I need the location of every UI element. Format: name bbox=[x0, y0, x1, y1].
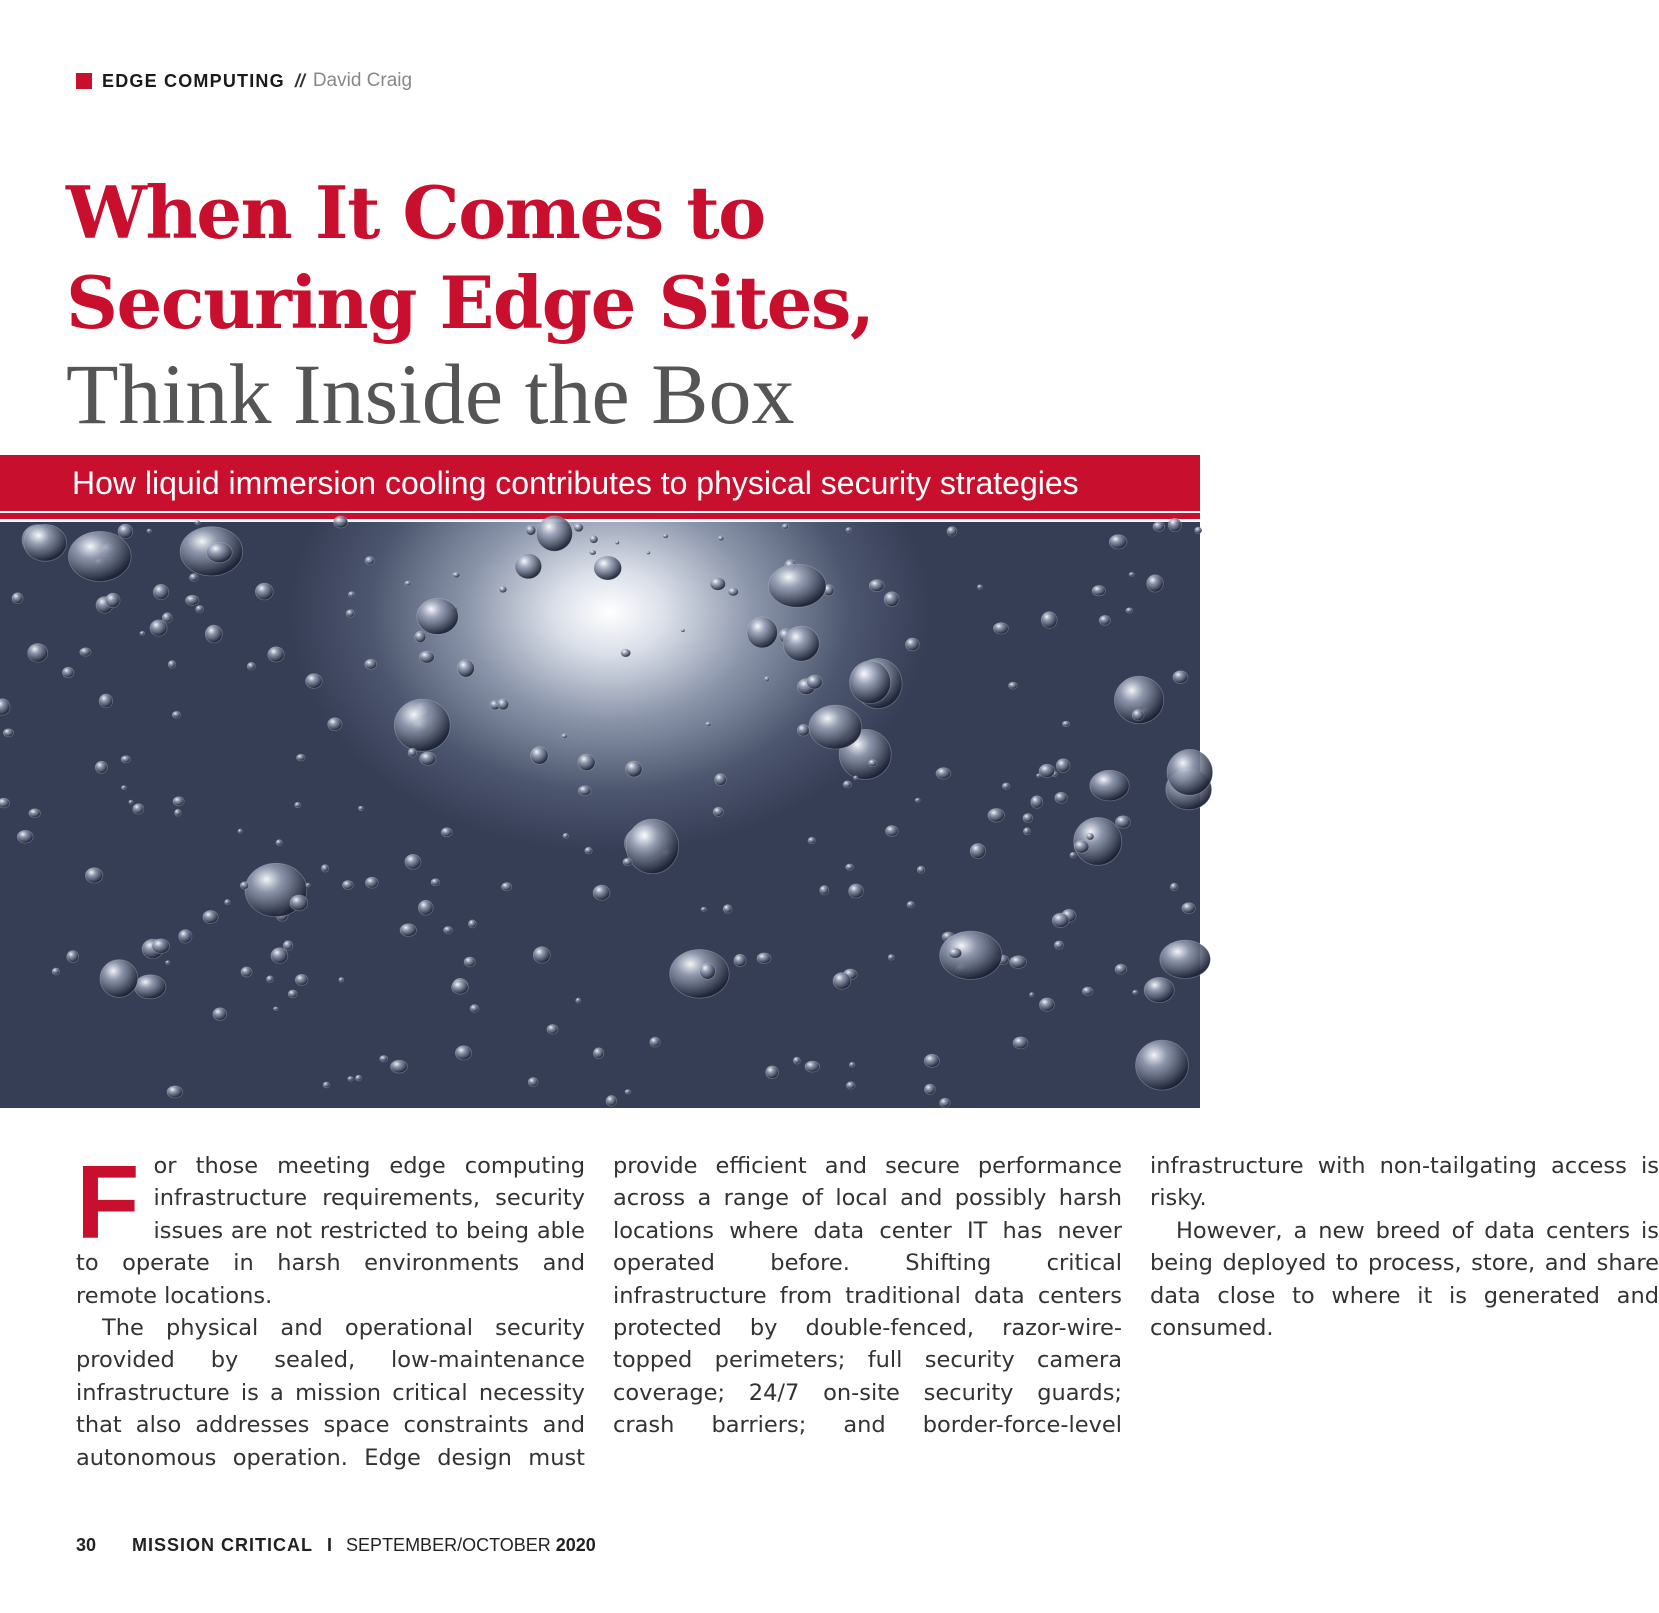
deck-rule bbox=[0, 511, 1200, 513]
bubble bbox=[405, 581, 411, 586]
bubble bbox=[723, 905, 732, 914]
bubble bbox=[290, 895, 308, 911]
bubble bbox=[765, 676, 770, 681]
footer-divider: I bbox=[327, 1535, 333, 1555]
bubble bbox=[706, 722, 711, 727]
drop-cap: F bbox=[76, 1145, 140, 1261]
bubble bbox=[1133, 990, 1138, 994]
issue-year: 2020 bbox=[555, 1535, 596, 1555]
deck-text: How liquid immersion cooling contributes to physical security strategies bbox=[72, 465, 1079, 501]
bubble bbox=[1173, 671, 1188, 684]
bubble bbox=[533, 947, 550, 963]
bubble bbox=[715, 774, 727, 786]
bubble bbox=[846, 864, 854, 870]
bubble bbox=[1013, 1037, 1028, 1049]
bubble bbox=[576, 998, 581, 1003]
bubble bbox=[457, 660, 474, 678]
bubble bbox=[267, 976, 274, 983]
bubble bbox=[358, 806, 363, 811]
bubble bbox=[205, 625, 222, 643]
bubble bbox=[268, 647, 284, 662]
bubble bbox=[1074, 840, 1089, 853]
bubble bbox=[240, 882, 248, 889]
bubble bbox=[106, 593, 120, 608]
red-square-icon bbox=[76, 73, 92, 89]
bubble bbox=[940, 1098, 951, 1107]
bubble bbox=[17, 830, 33, 843]
author-name: David Craig bbox=[312, 70, 413, 91]
bubble bbox=[190, 574, 199, 582]
bubble bbox=[306, 674, 323, 689]
bubble bbox=[168, 661, 176, 669]
bubble bbox=[415, 631, 426, 642]
bubble bbox=[915, 798, 920, 802]
bubble bbox=[1160, 940, 1211, 978]
bubble bbox=[207, 542, 233, 562]
bubble bbox=[295, 802, 301, 807]
bubble bbox=[846, 1082, 855, 1089]
bubble bbox=[167, 1086, 183, 1098]
headline-line-2: Securing Edge Sites, bbox=[66, 260, 874, 345]
bubble bbox=[470, 1005, 479, 1013]
bubble bbox=[444, 927, 453, 934]
bubble bbox=[203, 911, 218, 924]
bubble bbox=[133, 804, 144, 814]
bubble bbox=[1030, 993, 1034, 997]
bubble bbox=[681, 629, 685, 632]
bubble bbox=[1099, 615, 1110, 625]
bubble bbox=[1132, 709, 1144, 720]
bubble bbox=[162, 613, 172, 623]
bubble bbox=[3, 729, 13, 737]
bubble bbox=[1052, 913, 1069, 927]
bubble bbox=[621, 649, 631, 657]
bubble bbox=[924, 1054, 939, 1067]
bubble bbox=[85, 868, 102, 883]
bubble bbox=[700, 963, 716, 979]
bubble bbox=[468, 920, 476, 928]
bubble bbox=[1182, 903, 1195, 914]
bubble bbox=[515, 554, 542, 579]
bubble bbox=[153, 584, 168, 599]
bubble bbox=[0, 699, 10, 715]
page-footer bbox=[76, 1535, 596, 1556]
bubble bbox=[647, 551, 651, 554]
bubble bbox=[12, 593, 23, 604]
bubble bbox=[701, 907, 706, 911]
bubble bbox=[118, 524, 133, 538]
bubble bbox=[274, 1007, 279, 1011]
bubble bbox=[339, 978, 344, 983]
bubble bbox=[346, 610, 354, 618]
bubble bbox=[1086, 833, 1094, 840]
magazine-name: MISSION CRITICAL bbox=[132, 1535, 314, 1555]
bubble bbox=[728, 588, 739, 596]
bubble bbox=[783, 626, 819, 661]
bubble bbox=[615, 541, 619, 545]
bubble bbox=[172, 711, 181, 718]
bubble bbox=[713, 807, 723, 816]
bubble bbox=[670, 950, 729, 999]
bubble bbox=[213, 1008, 227, 1021]
bubble bbox=[186, 595, 199, 605]
bubble bbox=[241, 967, 252, 977]
bubble bbox=[1054, 941, 1063, 949]
bubble bbox=[297, 754, 306, 761]
paragraph-3: However, a new breed of data centers is being deployed to process, store, and share data close to where it is generated and consumed. bbox=[1150, 1217, 1659, 1342]
bubble bbox=[348, 592, 355, 598]
bubble bbox=[1023, 814, 1033, 823]
issue-month: SEPTEMBER/OCTOBER bbox=[346, 1535, 551, 1555]
bubble bbox=[1147, 575, 1164, 592]
deck-banner bbox=[0, 455, 1200, 519]
article-headline bbox=[66, 168, 1166, 442]
hero-image-bubbles bbox=[0, 522, 1200, 1108]
bubble bbox=[947, 527, 957, 537]
bubble bbox=[757, 953, 771, 964]
bubble bbox=[907, 901, 914, 907]
bubble bbox=[1153, 522, 1165, 532]
section-label: EDGE COMPUTING bbox=[102, 70, 285, 91]
bubble bbox=[1041, 612, 1057, 629]
bubble bbox=[356, 1075, 362, 1081]
bubble bbox=[1144, 977, 1174, 1002]
bubble bbox=[590, 550, 597, 555]
paragraph-1-text: or those meeting edge computing infrastructure requirements, security issues are not restricted to being able to operate in harsh environments and remote locations. bbox=[76, 1153, 585, 1309]
bubble bbox=[405, 854, 421, 869]
bubble bbox=[147, 529, 151, 533]
bubble bbox=[29, 809, 41, 818]
bubble bbox=[888, 955, 894, 961]
bubble bbox=[394, 699, 450, 751]
bubble bbox=[530, 747, 548, 765]
bubble bbox=[323, 1082, 329, 1088]
bubble bbox=[906, 638, 920, 651]
kicker-separator: // bbox=[294, 70, 305, 91]
bubble bbox=[195, 520, 200, 525]
bubble bbox=[807, 675, 822, 689]
bubble bbox=[623, 858, 632, 866]
bubble bbox=[626, 761, 643, 777]
bubble bbox=[1062, 721, 1069, 727]
bubble bbox=[52, 968, 59, 975]
bubble bbox=[271, 948, 288, 964]
bubble bbox=[502, 883, 512, 891]
bubble bbox=[574, 523, 583, 532]
bubble bbox=[175, 809, 182, 816]
bubble bbox=[499, 586, 507, 593]
bubble bbox=[854, 776, 858, 780]
bubble bbox=[1136, 1040, 1189, 1090]
bubble bbox=[590, 535, 598, 543]
bubble bbox=[196, 606, 204, 613]
bubble bbox=[793, 1057, 800, 1064]
bubble bbox=[1010, 956, 1027, 969]
bubble bbox=[334, 516, 348, 528]
bubble bbox=[993, 623, 1008, 634]
bubble bbox=[594, 556, 622, 580]
bubble bbox=[936, 768, 951, 779]
bubble bbox=[1082, 987, 1093, 995]
bubble bbox=[1037, 774, 1041, 777]
bubble bbox=[528, 1078, 538, 1087]
bubble bbox=[121, 786, 126, 790]
bubble bbox=[782, 524, 789, 529]
bubble bbox=[129, 800, 133, 804]
bubble bbox=[650, 1037, 660, 1047]
bubble bbox=[868, 760, 877, 767]
bubble bbox=[850, 661, 891, 704]
bubble bbox=[255, 583, 273, 600]
bubble bbox=[547, 1025, 558, 1035]
bubble bbox=[526, 525, 536, 535]
bubble bbox=[625, 1090, 631, 1094]
bubble bbox=[418, 900, 433, 915]
bubble bbox=[1195, 527, 1202, 534]
bubble bbox=[173, 797, 184, 806]
bubble bbox=[225, 900, 231, 905]
bubble bbox=[247, 662, 255, 670]
bubble bbox=[606, 1096, 616, 1107]
bubble bbox=[1116, 816, 1131, 828]
bubble bbox=[1109, 535, 1127, 549]
bubble bbox=[283, 941, 293, 951]
bubble bbox=[718, 536, 724, 541]
bubble bbox=[808, 837, 815, 843]
headline-line-3: Think Inside the Box bbox=[66, 346, 795, 442]
bubble bbox=[28, 644, 48, 663]
paragraph-2: The physical and operational security provided by sealed, low-maintenance infrastructure is a mission critical necessity that also addresses space constraints and autonomous operation. Edge design must provide efficient and secure performance across a range of local and possibly harsh locations where data center IT has never operated before. Shifting critical infrastructure from traditional data centers protected by double-fenced, razor-wire-topped perimeters; full security camera coverage; 24/7 on-site security guards; crash barriers; and border-force-level infrastructure with non-tailgating access is risky. bbox=[76, 1153, 1659, 1471]
bubble bbox=[431, 879, 440, 886]
bubble bbox=[849, 1062, 854, 1067]
bubble bbox=[1167, 749, 1213, 795]
bubble bbox=[342, 881, 353, 890]
bubble bbox=[809, 705, 862, 749]
bubble bbox=[805, 1061, 820, 1072]
bubble bbox=[419, 651, 434, 663]
bubble bbox=[306, 883, 310, 887]
bubble bbox=[593, 885, 610, 900]
bubble bbox=[925, 1084, 936, 1094]
bubble bbox=[869, 580, 884, 592]
bubble bbox=[417, 598, 459, 634]
bubble bbox=[977, 585, 982, 590]
bubble bbox=[988, 809, 1005, 823]
bubble bbox=[1090, 770, 1129, 801]
bubble bbox=[166, 961, 170, 965]
bubble bbox=[1039, 764, 1055, 777]
bubble bbox=[1129, 572, 1134, 576]
bubble bbox=[288, 990, 297, 998]
bubbles-illustration bbox=[0, 522, 1200, 1108]
bubble bbox=[1002, 783, 1010, 789]
paragraph-1 bbox=[76, 1145, 585, 1312]
bubble bbox=[626, 819, 678, 874]
bubble bbox=[95, 761, 107, 773]
bubble bbox=[1168, 518, 1181, 531]
bubble bbox=[747, 617, 777, 648]
bubble bbox=[391, 1060, 408, 1073]
bubble bbox=[593, 1048, 603, 1059]
bubble bbox=[1055, 792, 1067, 803]
bubble bbox=[420, 752, 436, 765]
bubble bbox=[884, 592, 899, 607]
bubble bbox=[1039, 998, 1054, 1011]
bubble bbox=[766, 1066, 779, 1079]
bubble bbox=[238, 829, 242, 833]
bubble bbox=[1170, 883, 1177, 891]
bubble bbox=[62, 667, 73, 677]
bubble bbox=[365, 557, 374, 565]
bubble bbox=[578, 786, 591, 796]
bubble bbox=[1070, 852, 1076, 858]
bubble bbox=[797, 724, 809, 736]
bubble bbox=[365, 877, 378, 888]
bubble bbox=[24, 524, 67, 561]
bubble bbox=[464, 957, 475, 967]
bubble bbox=[585, 847, 592, 854]
bubble bbox=[1115, 964, 1127, 974]
bubble bbox=[820, 886, 829, 895]
bubble bbox=[1126, 608, 1133, 613]
bubble bbox=[917, 866, 925, 873]
bubble bbox=[80, 648, 91, 656]
bubble bbox=[536, 516, 572, 551]
bubble bbox=[886, 826, 899, 837]
bubble bbox=[400, 924, 416, 937]
bubble bbox=[849, 884, 864, 898]
bubble bbox=[276, 840, 282, 846]
bubble bbox=[663, 534, 668, 538]
bubble bbox=[949, 948, 962, 958]
bubble bbox=[295, 974, 308, 985]
bubble bbox=[134, 975, 166, 999]
bubble bbox=[1031, 796, 1043, 808]
bubble bbox=[498, 699, 509, 710]
article-body bbox=[76, 1145, 1659, 1500]
bubble bbox=[441, 828, 452, 837]
bubble bbox=[140, 631, 145, 635]
bubble bbox=[710, 578, 725, 591]
bubble bbox=[1056, 759, 1070, 773]
bubble bbox=[453, 572, 460, 578]
bubble bbox=[69, 531, 132, 581]
bubble bbox=[121, 756, 130, 763]
bubble bbox=[348, 1077, 353, 1082]
bubble bbox=[833, 973, 851, 990]
bubble bbox=[328, 718, 342, 731]
bubble bbox=[100, 960, 138, 998]
bubble bbox=[768, 564, 826, 607]
bubble bbox=[1092, 586, 1105, 596]
bubble bbox=[0, 798, 10, 808]
headline-line-1: When It Comes to bbox=[66, 170, 765, 255]
bubble bbox=[99, 694, 112, 708]
bubble bbox=[563, 833, 568, 838]
bubble bbox=[455, 1046, 471, 1060]
section-kicker bbox=[76, 70, 412, 92]
bubble bbox=[1024, 828, 1031, 835]
bubble bbox=[179, 930, 192, 943]
bubble bbox=[321, 865, 328, 872]
bubble bbox=[452, 981, 469, 995]
bubble bbox=[970, 844, 985, 859]
bubble bbox=[734, 954, 746, 966]
bubble bbox=[365, 659, 377, 669]
bubble bbox=[1009, 682, 1018, 689]
bubble bbox=[562, 734, 568, 739]
bubble bbox=[408, 748, 417, 757]
bubble bbox=[843, 781, 851, 788]
bubble bbox=[846, 528, 852, 533]
bubble bbox=[380, 1056, 388, 1062]
bubble bbox=[578, 754, 595, 771]
page-number: 30 bbox=[76, 1535, 97, 1555]
bubble bbox=[152, 939, 170, 954]
bubble bbox=[67, 951, 79, 963]
